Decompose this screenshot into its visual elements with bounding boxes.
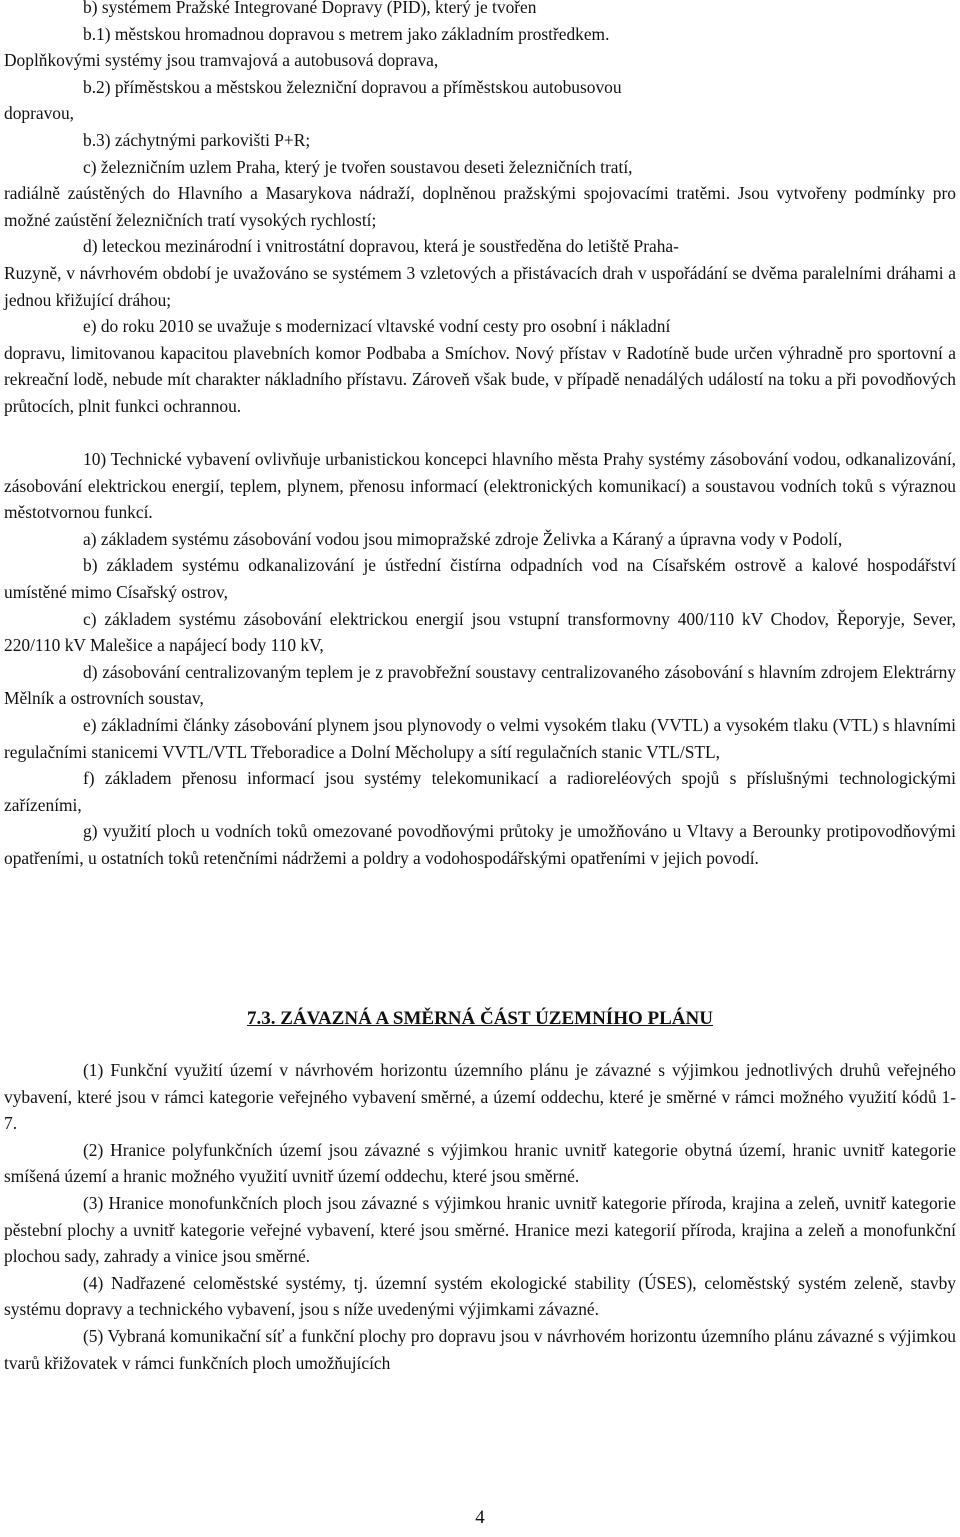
- section-10-item-b: b) základem systému odkanalizování je ústřední čistírna odpadních vod na Císařském ostrově a kalové hospodářství umístěné mimo Císařský ostrov,: [4, 555, 956, 602]
- item-b2-rest: dopravou,: [4, 103, 75, 124]
- section-heading: 7.3. ZÁVAZNÁ A SMĚRNÁ ČÁST ÚZEMNÍHO PLÁNU: [247, 1008, 713, 1029]
- item-b2-line: b.2) příměstskou a městskou železniční dopravou a příměstskou autobusovou: [83, 76, 622, 97]
- section-73-paragraph-4: (4) Nadřazené celoměstské systémy, tj. územní systém ekologické stability (ÚSES), celoměstský systém zeleně, stavby systému dopravy a technického vybavení, jsou s níže uvedenými výjimkami závazné.: [4, 1272, 956, 1320]
- item-d-rest: Ruzyně, v návrhovém období je uvažováno se systémem 3 vzletových a přistávacích drah v uspořádání se dvěma paralelními dráhami a jednou křižující dráhou;: [4, 262, 956, 310]
- section-10-item-c: c) základem systému zásobování elektrickou energií jsou vstupní transformovny 400/110 kV Chodov, Řeporyje, Sever, 220/110 kV Malešice a napájecí body 110 kV,: [4, 608, 956, 656]
- section-10-item-f: f) základem přenosu informací jsou systémy telekomunikací a radioreléových spojů s příslušnými technologickými zařízeními,: [4, 768, 956, 815]
- item-b: b) systémem Pražské Integrované Dopravy (PID), který je tvořen: [83, 0, 537, 17]
- section-10-item-a: a) základem systému zásobování vodou jsou mimopražské zdroje Želivka a Káraný a úpravna vody v Podolí,: [83, 528, 843, 549]
- section-73-paragraph-2: (2) Hranice polyfunkčních území jsou závazné s výjimkou hranic uvnitř kategorie obytná území, hranic uvnitř kategorie smíšená území a hranic možného využití uvnitř území oddechu, které jsou směrné.: [4, 1139, 956, 1187]
- section-73-paragraph-1: (1) Funkční využití území v návrhovém horizontu územního plánu je závazné s výjimkou jednotlivých druhů veřejného vybavení, které jsou v rámci kategorie veřejného vybavení směrné, a území oddechu, které je směrné v rámci možného využití kódů 1-7.: [4, 1060, 956, 1134]
- transport-list: [4, 0, 956, 420]
- page-number: 4: [475, 1507, 485, 1528]
- section-10-intro: 10) Technické vybavení ovlivňuje urbanistickou koncepci hlavního města Prahy systémy zásobování vodou, odkanalizování, zásobování elektrickou energií, teplem, plynem, přenosu informací (elektronických komunikací) a soustavou vodních toků s výraznou městotvornou funkcí.: [4, 449, 956, 523]
- item-b1-rest: Doplňkovými systémy jsou tramvajová a autobusová doprava,: [4, 50, 439, 71]
- section-73-body: [4, 1057, 956, 1376]
- item-e-line: e) do roku 2010 se uvažuje s modernizací vltavské vodní cesty pro osobní i nákladní: [83, 316, 671, 337]
- section-10-item-d: d) zásobování centralizovaným teplem je z pravobřežní soustavy centralizovaného zásobování s hlavním zdrojem Elektrárny Mělník a ostrovních soustav,: [4, 661, 956, 709]
- item-c-rest: radiálně zaústěných do Hlavního a Masarykova nádraží, doplněnou pražskými spojovacími tratěmi. Jsou vytvořeny podmínky pro možné zaústění železničních tratí vysokých rychlostí;: [4, 183, 956, 230]
- item-c-line: c) železničním uzlem Praha, který je tvořen soustavou deseti železničních tratí,: [83, 156, 633, 177]
- section-10-item-e: e) základními články zásobování plynem jsou plynovody o velmi vysokém tlaku (VVTL) a vysokém tlaku (VTL) s hlavními regulačními stanicemi VVTL/VTL Třeboradice a Dolní Měcholupy a sítí regulačních stanic VTL/STL,: [4, 714, 956, 762]
- section-73-paragraph-3: (3) Hranice monofunkčních ploch jsou závazné s výjimkou hranic uvnitř kategorie příroda, krajina a zeleň, uvnitř kategorie pěstební plochy a uvnitř kategorie veřejné vybavení, které jsou směrné. Hranice mezi kategorií příroda, krajina a zeleň a monofunkční plochou sady, zahrady a vinice jsou směrné.: [4, 1192, 956, 1267]
- item-b3: b.3) záchytnými parkovišti P+R;: [83, 129, 311, 150]
- item-b1-line: b.1) městskou hromadnou dopravou s metrem jako základním prostředkem.: [83, 23, 610, 44]
- item-d-line: d) leteckou mezinárodní i vnitrostátní dopravou, která je soustředěna do letiště Praha-: [83, 236, 679, 257]
- item-e-rest: dopravu, limitovanou kapacitou plavebních komor Podbaba a Smíchov. Nový přístav v Radotíně bude určen výhradně pro sportovní a rekreační lodě, nebude mít charakter nákladního přístavu. Zároveň však bude, v případě nenadálých událostí na toku a při povodňových průtocích, plnit funkci ochrannou.: [4, 342, 956, 416]
- section-10: [4, 446, 956, 872]
- section-73-paragraph-5: (5) Vybraná komunikační síť a funkční plochy pro dopravu jsou v návrhovém horizontu územního plánu závazné s výjimkou tvarů křižovatek v rámci funkčních ploch umožňujících: [4, 1325, 956, 1373]
- section-10-item-g: g) využití ploch u vodních toků omezované povodňovými průtoky je umožňováno u Vltavy a Berounky protipovodňovými opatřeními, u ostatních toků retenčními nádržemi a poldry a vodohospodářskými opatřeními v jejich povodí.: [4, 821, 956, 868]
- section-10-items: [4, 526, 956, 872]
